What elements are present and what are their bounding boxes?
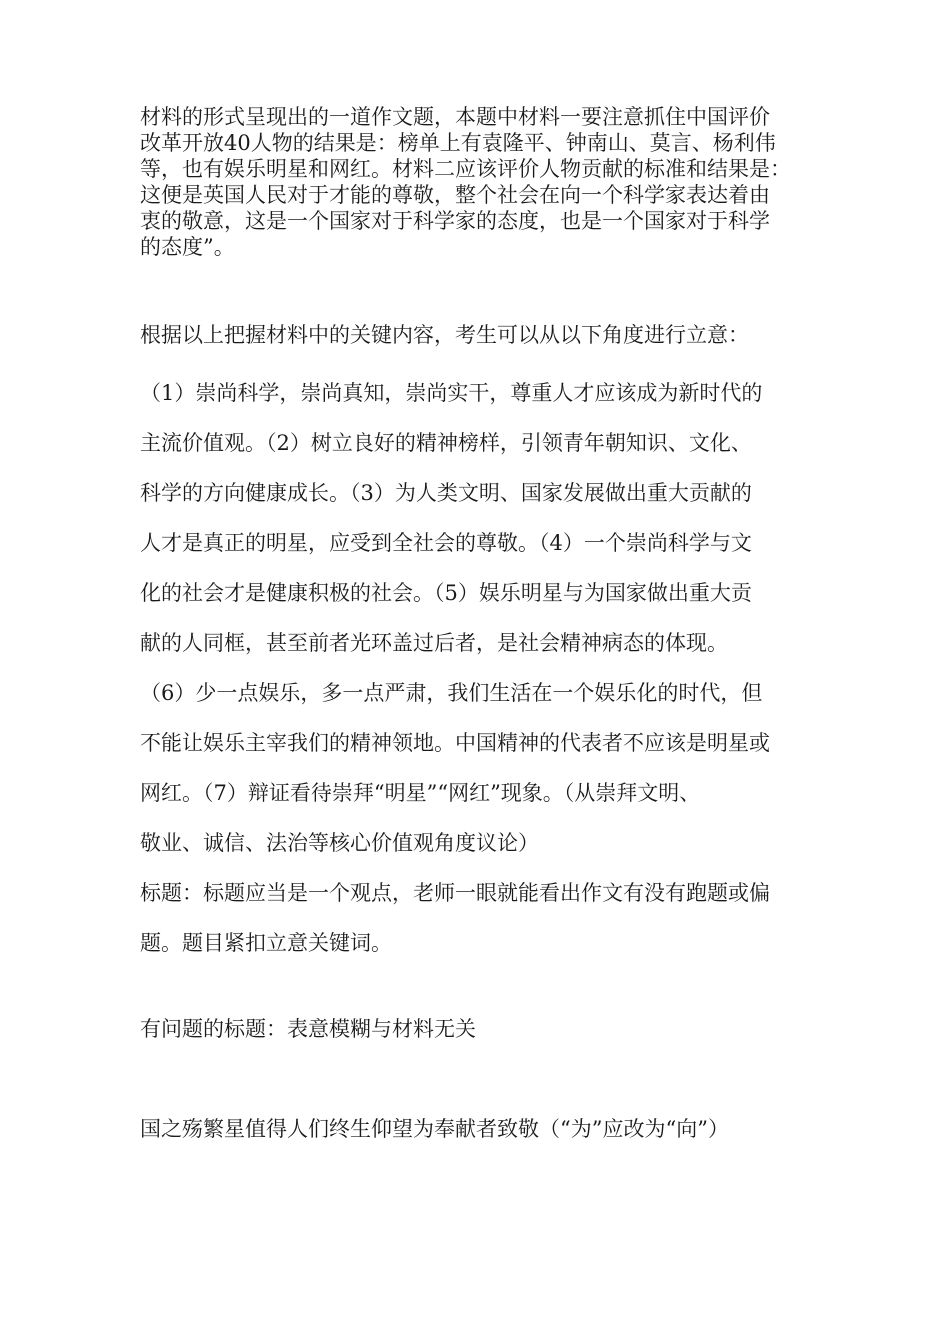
spacer bbox=[140, 1042, 820, 1116]
paragraph-problem-titles: 有问题的标题：表意模糊与材料无关 bbox=[140, 1017, 476, 1041]
spacer bbox=[140, 348, 820, 368]
spacer bbox=[140, 968, 820, 1016]
paragraph-example-title: 国之殇繁星值得人们终生仰望为奉献者致敬（“为”应改为“向”） bbox=[140, 1117, 729, 1141]
spacer bbox=[140, 260, 820, 322]
document-page bbox=[140, 104, 820, 1142]
paragraph-title-advice: 标题：标题应当是一个观点，老师一眼就能看出作文有没有跑题或偏 题。题目紧扣立意关键词。 bbox=[140, 881, 770, 955]
paragraph-angle-intro: 根据以上把握材料中的关键内容，考生可以从以下角度进行立意： bbox=[140, 323, 749, 347]
paragraph-angle-list: （1）崇尚科学，崇尚真知，崇尚实干，尊重人才应该成为新时代的 主流价值观。（2）树立良好的精神榜样，引领青年朝知识、文化、 科学的方向健康成长。（3）为人类文明、国家发展做出重大贡献的 人才是真正的明星，应受到全社会的尊敬。（4）一个崇尚科学与文 化的社会才是健康积极的社会。（5）娱乐明星与为国家做出重大贡 献的人同框，甚至前者光环盖过后者，是社会精神病态的体现。 （6）少一点娱乐，多一点严肃，我们生活在一个娱乐化的时代，但 不能让娱乐主宰我们的精神领地。中国精神的代表者不应该是明星或 网红。（7）辩证看待崇拜“明星”“网红”现象。（从崇拜文明、 敬业、诚信、法治等核心价值观角度议论） bbox=[140, 381, 770, 855]
paragraph-material-summary: 材料的形式呈现出的一道作文题，本题中材料一要注意抓住中国评价 改革开放40人物的结果是：榜单上有袁隆平、钟南山、莫言、杨利伟 等，也有娱乐明星和网红。材料二应该评价人物贡献的标准和结果是： 这便是英国人民对于才能的尊敬，整个社会在向一个科学家表达着由 衷的敬意，这是一个国家对于科学家的态度，也是一个国家对于科学 的态度”。 bbox=[140, 105, 791, 259]
